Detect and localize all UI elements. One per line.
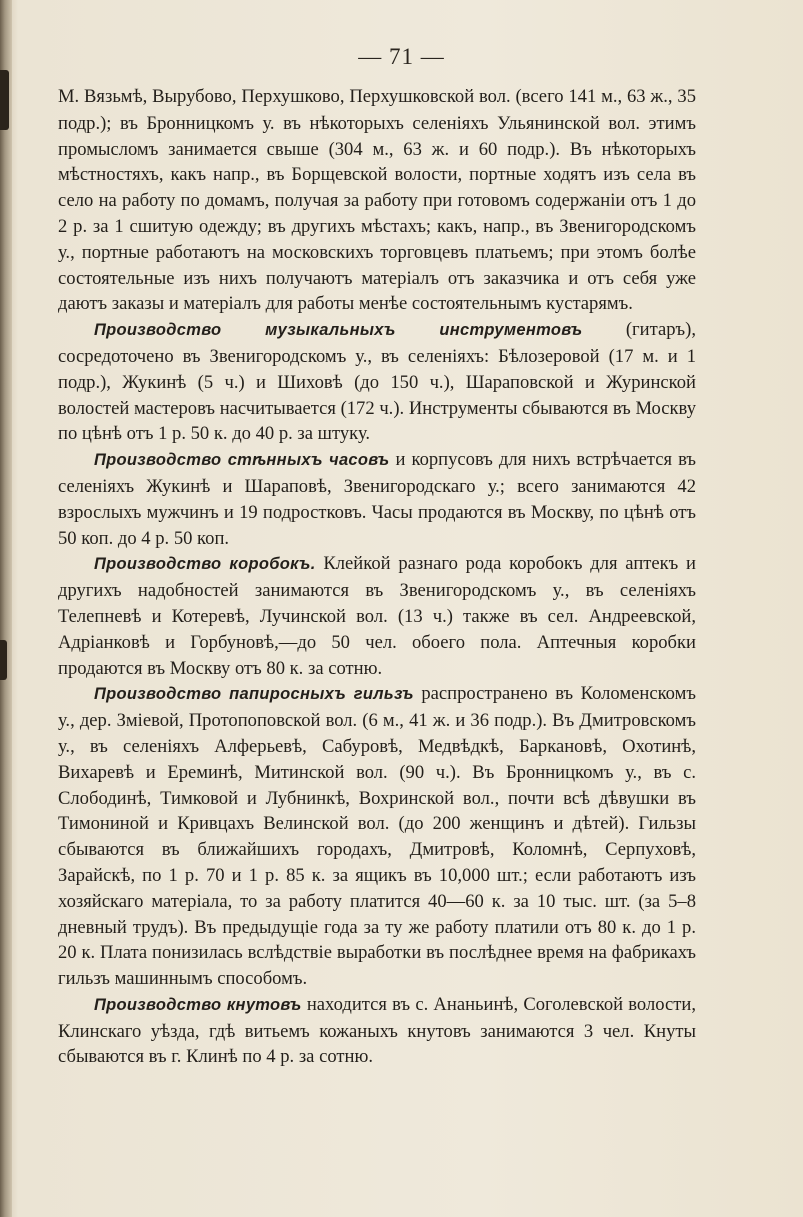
paragraph bbox=[58, 84, 696, 317]
book-binding bbox=[0, 0, 12, 1217]
paragraph-heading: Производство коробокъ. bbox=[94, 555, 316, 574]
binding-mark bbox=[0, 640, 7, 680]
paragraph-heading: Производство музыкальныхъ инструментовъ bbox=[94, 321, 583, 340]
paragraph bbox=[58, 681, 696, 992]
paragraph bbox=[58, 317, 696, 447]
paragraph bbox=[58, 992, 696, 1070]
paragraph bbox=[58, 551, 696, 681]
paragraph-text: и корпусовъ для нихъ встрѣчается въ селеніяхъ Жукинѣ и Шараповѣ, Звенигородскаго у.; всего занимаются 42 взрослыхъ мужчинъ и 19 подростковъ. Часы продаются въ Москву, по цѣнѣ отъ 50 коп. до 4 р. 50 коп. bbox=[58, 449, 697, 549]
paragraph-text: Клейкой разнаго рода коробокъ для аптекъ и другихъ надобностей занимаются въ Звенигородскомъ у., въ селеніяхъ Телепневѣ и Котеревѣ, Лучинской вол. (13 ч.) также въ сел. Андреевской, Адріанковѣ и Горбуновѣ,—до 50 чел. обоего пола. Аптечныя коробки продаются въ Москву отъ 80 к. за сотню. bbox=[58, 553, 696, 679]
binding-mark bbox=[0, 70, 9, 130]
paragraph-heading: Производство стѣнныхъ часовъ bbox=[94, 451, 390, 470]
paragraph-heading: Производство папиросныхъ гильзъ bbox=[94, 685, 414, 704]
paragraph-text: распространено въ Коломенскомъ у., дер. Зміевой, Протопоповской вол. (6 м., 41 ж. и 36 подр.). Въ Дмитровскомъ у., въ селеніяхъ Алферьевѣ, Сабуровѣ, Медвѣдкѣ, Баркановѣ, Охотинѣ, Вихаревѣ и Ереминѣ, Митинской вол. (90 ч.). Въ Бронницкомъ у., въ с. Слободинѣ, Тимковой и Лубнинкѣ, Вохринской вол., почти всѣ дѣвушки въ Тимониной и Кривцахъ Велинской вол. (до 200 женщинъ и дѣтей). Гильзы сбываются въ ближайшихъ городахъ, Дмитровѣ, Коломнѣ, Серпуховѣ, Зарайскѣ, по 1 р. 70 и 1 р. 85 к. за ящикъ въ 10,000 шт.; если работаютъ изъ хозяйскаго матеріала, то за работу платится 40—60 к. за 10 тыс. шт. (за 5–8 дневный трудъ). Въ предыдущіе года за ту же работу платили отъ 80 к. до 1 р. 20 к. Плата понизилась вслѣдствіе выработки въ послѣднее время на фабрикахъ гильзъ машиннымъ способомъ. bbox=[58, 683, 696, 990]
paragraph bbox=[58, 447, 696, 551]
paragraph-text: находится въ с. Ананьинѣ, Соголевской волости, Клинскаго уѣзда, гдѣ витьемъ кожаныхъ кнутовъ занимаются 3 чел. Кнуты сбываются въ г. Клинѣ по 4 р. за сотню. bbox=[58, 993, 696, 1068]
paragraph-text: М. Вязьмѣ, Вырубово, Перхушково, Перхушковской вол. (всего 141 м., 63 ж., 35 подр.); въ Бронницкомъ у. въ нѣкоторыхъ селеніяхъ Ульянинской вол. этимъ промысломъ занимается свыше (304 м., 63 ж. и 60 подр.). Въ нѣкоторыхъ мѣстностяхъ, какъ напр., въ Борщевской волости, портные ходятъ изъ села въ село на работу по домамъ, получая за работу при готовомъ содержаніи отъ 1 до 2 р. за 1 сшитую одежду; въ другихъ мѣстахъ; какъ, напр., въ Звенигородскомъ у., портные работаютъ на московскихъ торговцевъ платьемъ; при этомъ болѣе состоятельные изъ нихъ получаютъ матеріалъ отъ заказчика и отъ себя уже даютъ заказы и матеріалъ для работы менѣе состоятельнымъ кустарямъ. bbox=[58, 86, 696, 315]
page-number: — 71 — bbox=[358, 44, 445, 69]
body-text bbox=[58, 84, 696, 1070]
paragraph-heading: Производство кнутовъ bbox=[94, 995, 302, 1014]
paragraph-text: (гитаръ), сосредоточено въ Звенигородскомъ у., въ селеніяхъ: Бѣлозеровой (17 м. и 1 подр.), Жукинѣ (5 ч.) и Шиховѣ (до 150 ч.), Шараповской и Журинской волостей мастеровъ насчитывается (172 ч.). Инструменты сбываются въ Москву по цѣнѣ отъ 1 р. 50 к. до 40 р. за штуку. bbox=[58, 319, 696, 445]
